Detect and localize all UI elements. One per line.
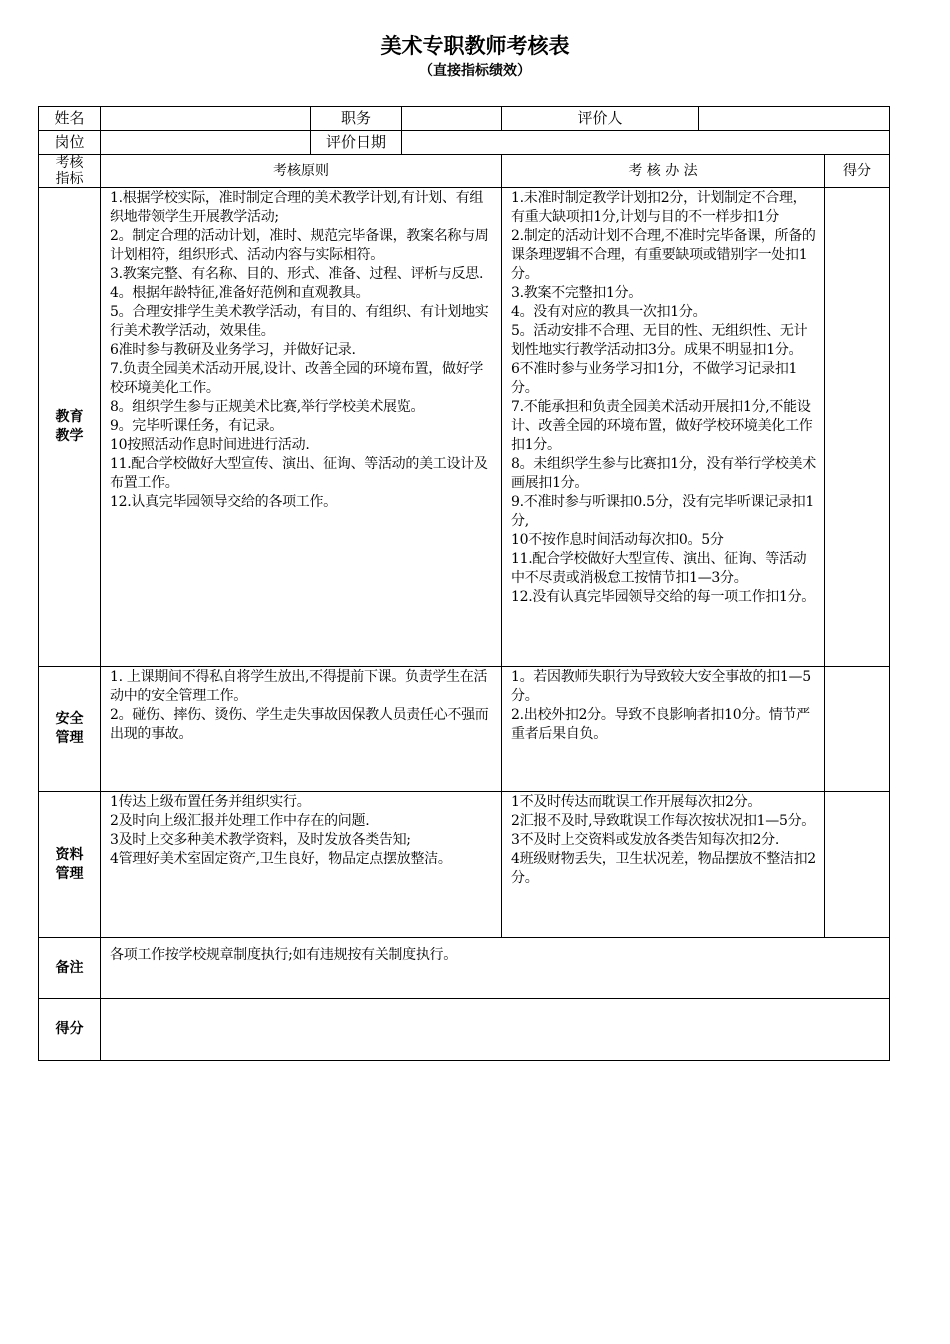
- principle-cell: [101, 792, 502, 938]
- method-item: 3.教案不完整扣1分。: [511, 285, 642, 301]
- method-item: 2.制定的活动计划不合理,不准时完毕备课，所备的课条理逻辑不合理，有重要缺项或错别字一处扣1分。: [511, 228, 816, 282]
- post-label: 岗位: [39, 131, 101, 155]
- principle-item: 12.认真完毕园领导交给的各项工作。: [110, 494, 337, 510]
- method-item: 11.配合学校做好大型宣传、演出、征询、等活动中不尽责或消极怠工按情节扣1—3分。: [511, 551, 807, 586]
- method-item: 7.不能承担和负责全园美术活动开展扣1分,不能设计、改善全园的环境布置，做好学校环境美化工作扣1分。: [511, 399, 813, 453]
- remarks-text: 各项工作按学校规章制度执行;如有违规按有关制度执行。: [101, 938, 890, 999]
- method-item: 9.不准时参与听课扣0.5分，没有完毕听课记录扣1分,: [511, 494, 815, 529]
- section-row: [39, 667, 890, 792]
- total-score-label: 得分: [39, 999, 101, 1061]
- page-title: 美术专职教师考核表: [380, 34, 570, 58]
- principle-item: 1.根据学校实际，准时制定合理的美术教学计划,有计划、有组织地带领学生开展教学活动;: [110, 190, 484, 225]
- method-item: 1。若因教师失职行为导致较大安全事故的扣1—5分。: [511, 669, 811, 704]
- method-item: 1.未准时制定教学计划扣2分，计划制定不合理，有重大缺项扣1分,计划与目的不一样步扣1分: [511, 190, 807, 225]
- principle-item: 8。组织学生参与正规美术比赛,举行学校美术展览。: [110, 399, 425, 415]
- evaluator-value[interactable]: [699, 107, 890, 131]
- method-item: 2汇报不及时,导致耽误工作每次按状况扣1—5分。: [511, 813, 815, 829]
- score-value[interactable]: [825, 188, 890, 667]
- principle-item: 9。完毕听课任务，有记录。: [110, 418, 284, 434]
- principle-item: 2及时向上级汇报并处理工作中存在的问题.: [110, 813, 370, 829]
- principle-item: 4管理好美术室固定资产,卫生良好，物品定点摆放整洁。: [110, 851, 452, 867]
- date-label: 评价日期: [311, 131, 402, 155]
- principle-header: 考核原则: [101, 155, 502, 188]
- method-item: 3不及时上交资料或发放各类告知每次扣2分.: [511, 832, 779, 848]
- principle-item: 4。根据年龄特征,准备好范例和直观教具。: [110, 285, 370, 301]
- method-item: 4。没有对应的教具一次扣1分。: [511, 304, 707, 320]
- section-row: [39, 188, 890, 667]
- date-value[interactable]: [402, 131, 890, 155]
- principle-item: 7.负责全园美术活动开展,设计、改善全园的环境布置，做好学校环境美化工作。: [110, 361, 484, 396]
- category-label: 资料 管理: [39, 792, 101, 938]
- principle-item: 11.配合学校做好大型宣传、演出、征询、等活动的美工设计及布置工作。: [110, 456, 488, 491]
- principle-item: 2。碰伤、摔伤、烫伤、学生走失事故因保教人员责任心不强而出现的事故。: [110, 707, 489, 742]
- position-label: 职务: [311, 107, 402, 131]
- method-cell: [502, 188, 825, 667]
- principle-item: 3.教案完整、有名称、目的、形式、准备、过程、评析与反思.: [110, 266, 484, 282]
- principle-item: 10按照活动作息时间进进行活动.: [110, 437, 310, 453]
- method-cell: [502, 792, 825, 938]
- category-label: 安全 管理: [39, 667, 101, 792]
- method-item: 12.没有认真完毕园领导交给的每一项工作扣1分。: [511, 589, 815, 605]
- principle-item: 6准时参与教研及业务学习，并做好记录.: [110, 342, 356, 358]
- method-item: 6不准时参与业务学习扣1分，不做学习记录扣1分。: [511, 361, 798, 396]
- method-item: 4班级财物丢失，卫生状况差，物品摆放不整洁扣2分。: [511, 851, 816, 886]
- principle-cell: [101, 667, 502, 792]
- score-value[interactable]: [825, 667, 890, 792]
- principle-item: 1传达上级布置任务并组织实行。: [110, 794, 311, 810]
- indicator-header: 考核 指标: [39, 155, 101, 188]
- page-subtitle: （直接指标绩效）: [419, 63, 531, 79]
- principle-item: 3及时上交多种美术教学资料，及时发放各类告知;: [110, 832, 411, 848]
- name-label: 姓名: [39, 107, 101, 131]
- method-item: 10不按作息时间活动每次扣0。5分: [511, 532, 724, 548]
- evaluation-table: [38, 106, 890, 1061]
- position-value[interactable]: [402, 107, 502, 131]
- method-item: 8。未组织学生参与比赛扣1分，没有举行学校美术画展扣1分。: [511, 456, 816, 491]
- category-label: 教育 教学: [39, 188, 101, 667]
- post-value[interactable]: [101, 131, 311, 155]
- method-cell: [502, 667, 825, 792]
- total-score-value[interactable]: [101, 999, 890, 1061]
- method-header: 考 核 办 法: [502, 155, 825, 188]
- principle-item: 2。制定合理的活动计划，准时、规范完毕备课，教案名称与周计划相符，组织形式、活动内容与实际相符。: [110, 228, 489, 263]
- method-item: 1不及时传达而耽误工作开展每次扣2分。: [511, 794, 762, 810]
- principle-item: 1. 上课期间不得私自将学生放出,不得提前下课。负责学生在活动中的安全管理工作。: [110, 669, 488, 704]
- score-value[interactable]: [825, 792, 890, 938]
- score-header: 得分: [825, 155, 890, 188]
- principle-cell: [101, 188, 502, 667]
- name-value[interactable]: [101, 107, 311, 131]
- evaluator-label: 评价人: [502, 107, 699, 131]
- method-item: 5。活动安排不合理、无目的性、无组织性、无计划性地实行教学活动扣3分。成果不明显扣1分。: [511, 323, 808, 358]
- principle-item: 5。合理安排学生美术教学活动，有目的、有组织、有计划地实行美术教学活动，效果佳。: [110, 304, 489, 339]
- section-row: [39, 792, 890, 938]
- remarks-label: 备注: [39, 938, 101, 999]
- method-item: 2.出校外扣2分。导致不良影响者扣10分。情节严重者后果自负。: [511, 707, 810, 742]
